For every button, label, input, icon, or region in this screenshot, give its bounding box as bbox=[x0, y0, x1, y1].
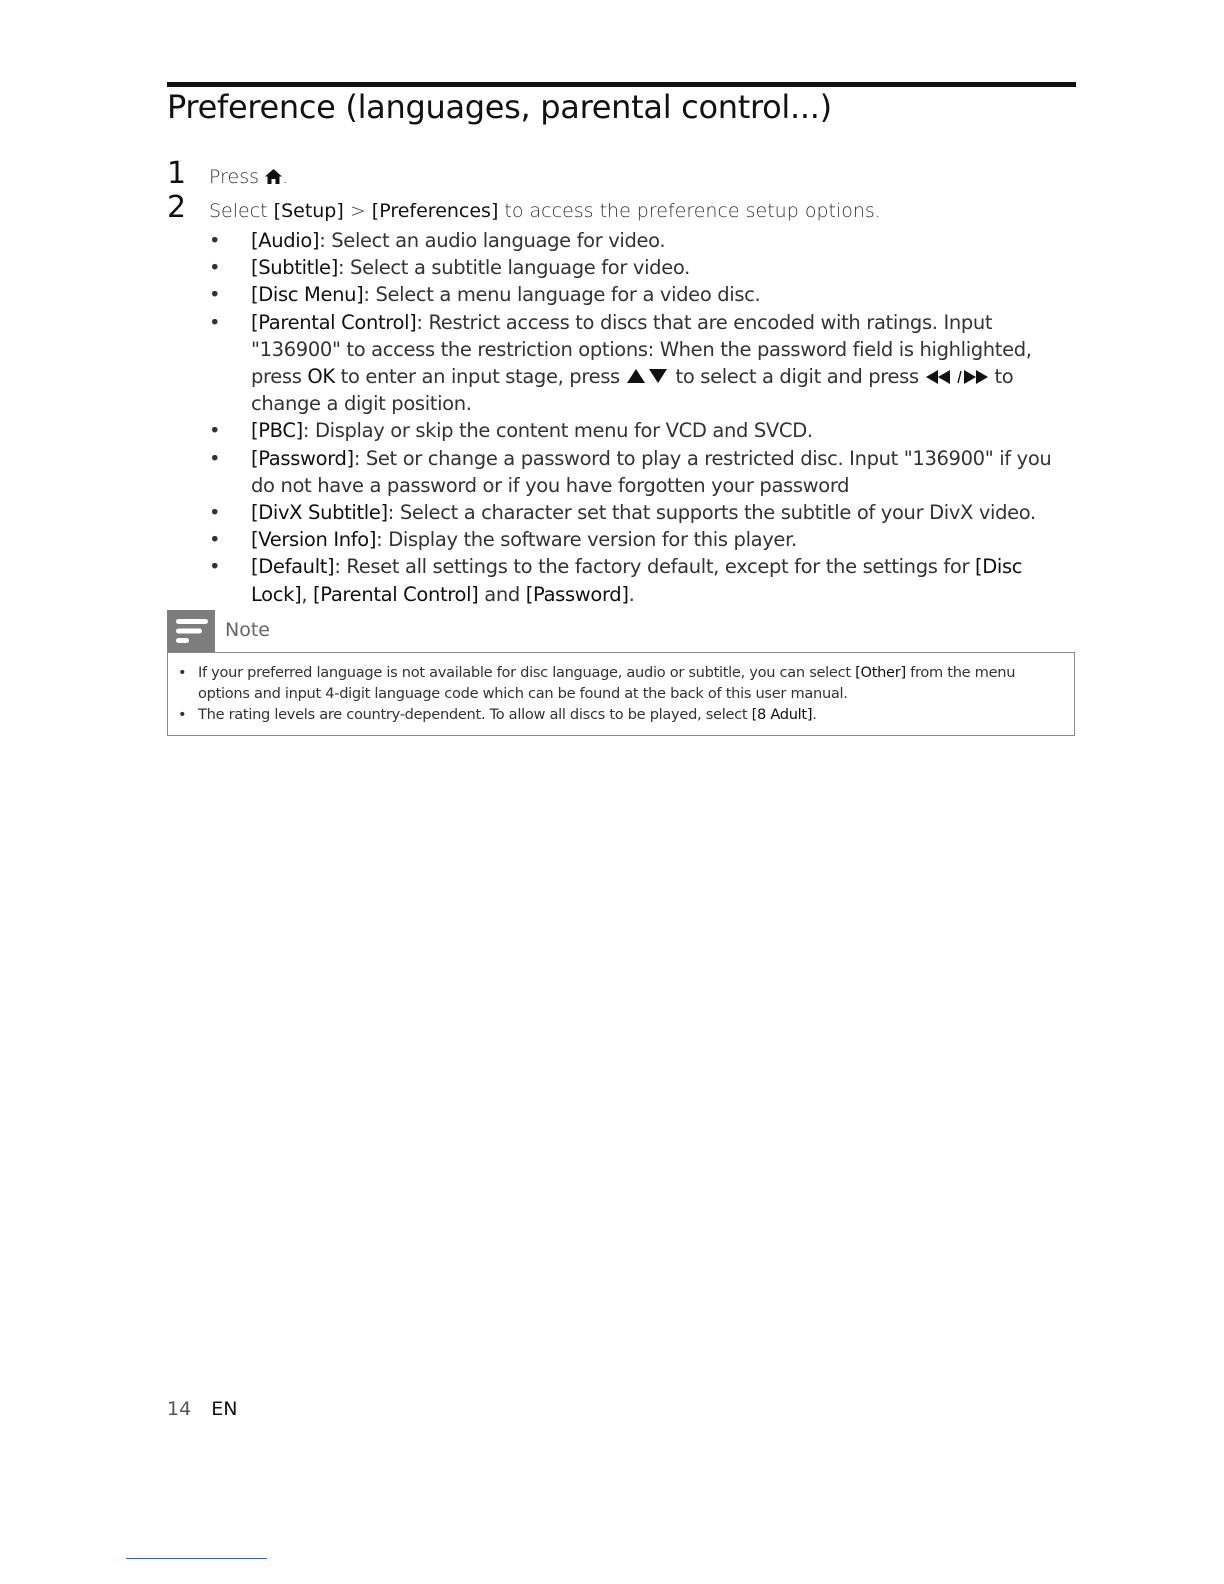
step-text: Press . bbox=[209, 166, 289, 188]
list-item: • [Default]: Reset all settings to the factory default, except for the settings for [Disc Lock], [Parental Control] and [Password]. bbox=[209, 555, 1023, 606]
list-item: • [Audio]: Select an audio language for video. bbox=[209, 229, 666, 252]
bottom-divider bbox=[126, 1558, 267, 1559]
list-item: • If your preferred language is not available for disc language, audio or subtitle, you can select [Other] from the menu options and input 4-digit language code which can be found at the back of this user manual. bbox=[178, 664, 1016, 702]
step-number: 2 bbox=[167, 190, 187, 225]
option-label: [Audio] bbox=[251, 229, 320, 252]
password-label: [Password] bbox=[525, 582, 629, 606]
option-label: [PBC] bbox=[251, 419, 303, 443]
step-number: 1 bbox=[167, 156, 187, 191]
option-label: [Parental Control] bbox=[251, 310, 417, 334]
option-label: [Password] bbox=[251, 446, 354, 470]
option-label: [Version Info] bbox=[251, 528, 377, 552]
disc-lock-label: [Disc Lock] bbox=[251, 555, 1023, 606]
rewind-forward-icon bbox=[925, 370, 989, 384]
page-footer bbox=[167, 1398, 237, 1420]
list-item: • [Disc Menu]: Select a menu language for a video disc. bbox=[209, 283, 761, 307]
list-item: • [PBC]: Display or skip the content menu for VCD and SVCD. bbox=[209, 419, 813, 443]
list-item: • The rating levels are country-dependent. To allow all discs to be played, select [8 Adult]. bbox=[178, 706, 817, 723]
note-box bbox=[167, 652, 1075, 736]
section-title: Preference (languages, parental control...) bbox=[167, 88, 832, 126]
home-icon bbox=[265, 169, 282, 184]
list-item: • [DivX Subtitle]: Select a character set that supports the subtitle of your DivX video. bbox=[209, 501, 1036, 525]
note-heading: Note bbox=[225, 619, 270, 641]
language-code: EN bbox=[211, 1398, 238, 1420]
option-label: [Default] bbox=[251, 555, 335, 579]
preferences-menu-label: [Preferences] bbox=[371, 200, 499, 222]
up-down-arrows-icon bbox=[626, 368, 670, 384]
option-label: [Subtitle] bbox=[251, 256, 338, 280]
parental-control-label: [Parental Control] bbox=[313, 582, 479, 606]
list-item: • [Subtitle]: Select a subtitle language for video. bbox=[209, 256, 690, 280]
note-list bbox=[168, 653, 1074, 725]
list-item: • [Password]: Set or change a password to play a restricted disc. Input "136900" if you do not have a password or if you have forgotten your password bbox=[209, 446, 1052, 497]
section-rule bbox=[167, 82, 1076, 87]
note-icon bbox=[167, 610, 215, 653]
page-number: 14 bbox=[167, 1398, 192, 1420]
option-label: [DivX Subtitle] bbox=[251, 501, 388, 525]
setup-menu-label: [Setup] bbox=[273, 200, 344, 222]
list-item: • [Version Info]: Display the software version for this player. bbox=[209, 528, 797, 552]
adult-rating-label: [8 Adult] bbox=[751, 706, 813, 723]
ok-key: OK bbox=[307, 365, 335, 389]
option-label: [Disc Menu] bbox=[251, 283, 364, 307]
preference-options-list bbox=[209, 227, 1079, 608]
list-item: • [Parental Control]: Restrict access to discs that are encoded with ratings. Input "136900" to access the restriction options: When the password field is highlighted, press OK to enter an input stage, press to select a digit and press to change a digit position. bbox=[209, 310, 1032, 416]
other-option-label: [Other] bbox=[855, 664, 906, 681]
step-text: Select [Setup] > [Preferences] to access the preference setup options. bbox=[209, 200, 881, 222]
